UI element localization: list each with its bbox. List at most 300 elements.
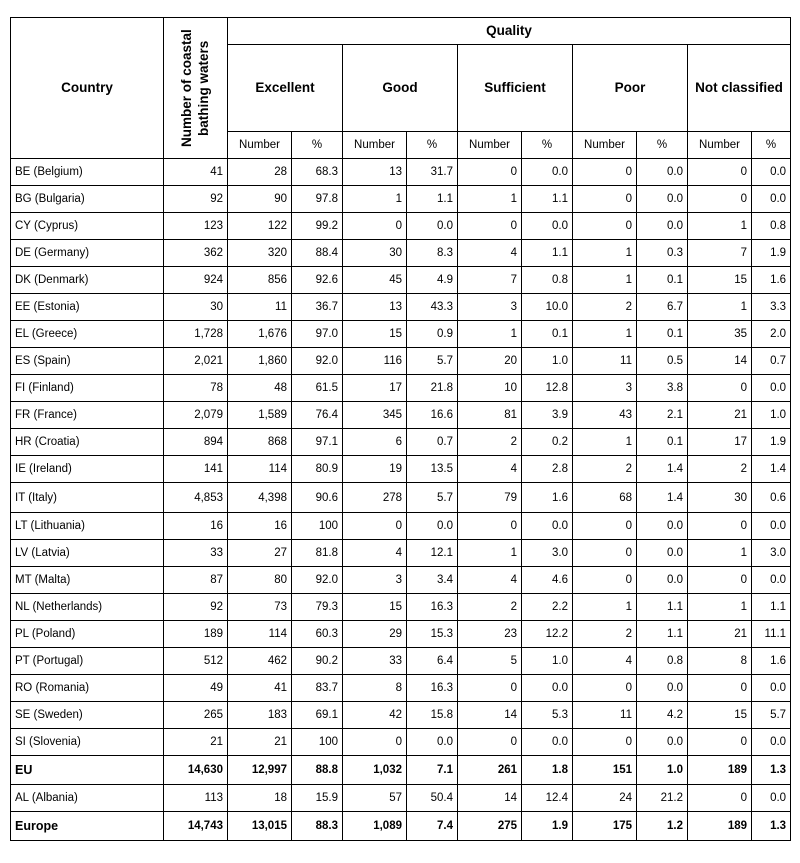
percent-cell: 6.7 — [637, 294, 688, 321]
count-cell: 320 — [228, 240, 292, 267]
count-cell: 0 — [458, 513, 522, 540]
total-cell: 92 — [164, 186, 228, 213]
count-cell: 0 — [573, 567, 637, 594]
count-cell: 2 — [573, 294, 637, 321]
table-row — [11, 213, 791, 240]
percent-cell: 0.0 — [522, 729, 573, 756]
count-cell: 0 — [573, 186, 637, 213]
subheader-percent: % — [752, 132, 791, 159]
percent-cell: 11.1 — [752, 621, 791, 648]
country-cell: LV (Latvia) — [11, 540, 164, 567]
count-cell: 1 — [573, 429, 637, 456]
count-cell: 24 — [573, 785, 637, 812]
count-cell: 1 — [573, 240, 637, 267]
table-row — [11, 513, 791, 540]
percent-cell: 1.3 — [752, 756, 791, 785]
count-cell: 1 — [573, 594, 637, 621]
count-cell: 17 — [688, 429, 752, 456]
eu-total-row — [11, 756, 791, 785]
percent-cell: 1.4 — [752, 456, 791, 483]
percent-cell: 97.0 — [292, 321, 343, 348]
count-cell: 13,015 — [228, 812, 292, 841]
count-cell: 79 — [458, 483, 522, 513]
table-row — [11, 402, 791, 429]
count-cell: 0 — [688, 785, 752, 812]
count-cell: 116 — [343, 348, 407, 375]
count-cell: 41 — [228, 675, 292, 702]
percent-cell: 0.0 — [752, 785, 791, 812]
count-cell: 0 — [343, 729, 407, 756]
percent-cell: 1.9 — [752, 429, 791, 456]
percent-cell: 3.0 — [752, 540, 791, 567]
percent-cell: 81.8 — [292, 540, 343, 567]
percent-cell: 88.4 — [292, 240, 343, 267]
country-cell: PL (Poland) — [11, 621, 164, 648]
count-cell: 1,032 — [343, 756, 407, 785]
percent-cell: 1.1 — [522, 186, 573, 213]
count-cell: 2 — [458, 429, 522, 456]
percent-cell: 0.0 — [752, 567, 791, 594]
table-row — [11, 375, 791, 402]
percent-cell: 3.3 — [752, 294, 791, 321]
count-cell: 20 — [458, 348, 522, 375]
count-cell: 11 — [573, 702, 637, 729]
table-row — [11, 321, 791, 348]
total-cell: 123 — [164, 213, 228, 240]
total-cell: 14,743 — [164, 812, 228, 841]
count-cell: 1 — [458, 186, 522, 213]
total-cell: 189 — [164, 621, 228, 648]
count-cell: 13 — [343, 159, 407, 186]
country-cell: Europe — [11, 812, 164, 841]
percent-cell: 0.1 — [522, 321, 573, 348]
count-cell: 30 — [688, 483, 752, 513]
count-cell: 0 — [688, 375, 752, 402]
percent-cell: 1.4 — [637, 483, 688, 513]
percent-cell: 3.9 — [522, 402, 573, 429]
percent-cell: 43.3 — [407, 294, 458, 321]
poor-header: Poor — [573, 45, 688, 132]
percent-cell: 90.6 — [292, 483, 343, 513]
percent-cell: 0.6 — [752, 483, 791, 513]
percent-cell: 0.0 — [752, 159, 791, 186]
percent-cell: 1.4 — [637, 456, 688, 483]
percent-cell: 4.2 — [637, 702, 688, 729]
count-cell: 1,676 — [228, 321, 292, 348]
percent-cell: 0.2 — [522, 429, 573, 456]
table-row — [11, 294, 791, 321]
count-cell: 45 — [343, 267, 407, 294]
count-cell: 6 — [343, 429, 407, 456]
count-cell: 10 — [458, 375, 522, 402]
total-cell: 21 — [164, 729, 228, 756]
count-cell: 81 — [458, 402, 522, 429]
percent-cell: 1.9 — [522, 812, 573, 841]
count-cell: 27 — [228, 540, 292, 567]
percent-cell: 0.0 — [522, 513, 573, 540]
percent-cell: 97.1 — [292, 429, 343, 456]
percent-cell: 83.7 — [292, 675, 343, 702]
percent-cell: 3.4 — [407, 567, 458, 594]
subheader-number: Number — [228, 132, 292, 159]
percent-cell: 92.6 — [292, 267, 343, 294]
subheader-percent: % — [292, 132, 343, 159]
table-row — [11, 702, 791, 729]
subheader-percent: % — [637, 132, 688, 159]
total-cell: 141 — [164, 456, 228, 483]
number-of-waters-header — [164, 18, 228, 159]
count-cell: 15 — [688, 702, 752, 729]
percent-cell: 0.0 — [752, 675, 791, 702]
percent-cell: 16.6 — [407, 402, 458, 429]
count-cell: 13 — [343, 294, 407, 321]
percent-cell: 8.3 — [407, 240, 458, 267]
table-row — [11, 186, 791, 213]
count-cell: 1 — [688, 213, 752, 240]
percent-cell: 16.3 — [407, 675, 458, 702]
country-header: Country — [11, 18, 164, 159]
percent-cell: 1.0 — [637, 756, 688, 785]
percent-cell: 1.0 — [522, 648, 573, 675]
count-cell: 57 — [343, 785, 407, 812]
table-row — [11, 785, 791, 812]
count-cell: 1 — [573, 267, 637, 294]
percent-cell: 2.1 — [637, 402, 688, 429]
count-cell: 21 — [688, 402, 752, 429]
count-cell: 175 — [573, 812, 637, 841]
percent-cell: 5.7 — [407, 483, 458, 513]
europe-total-row — [11, 812, 791, 841]
count-cell: 462 — [228, 648, 292, 675]
count-cell: 1,089 — [343, 812, 407, 841]
count-cell: 183 — [228, 702, 292, 729]
count-cell: 4 — [458, 240, 522, 267]
country-cell: BG (Bulgaria) — [11, 186, 164, 213]
percent-cell: 0.1 — [637, 267, 688, 294]
percent-cell: 0.0 — [752, 513, 791, 540]
percent-cell: 5.7 — [752, 702, 791, 729]
percent-cell: 5.3 — [522, 702, 573, 729]
percent-cell: 0.0 — [637, 675, 688, 702]
count-cell: 275 — [458, 812, 522, 841]
percent-cell: 3.8 — [637, 375, 688, 402]
percent-cell: 16.3 — [407, 594, 458, 621]
excellent-header: Excellent — [228, 45, 343, 132]
count-cell: 3 — [343, 567, 407, 594]
percent-cell: 0.8 — [752, 213, 791, 240]
percent-cell: 79.3 — [292, 594, 343, 621]
count-cell: 3 — [458, 294, 522, 321]
percent-cell: 0.0 — [637, 729, 688, 756]
table-row — [11, 456, 791, 483]
percent-cell: 21.2 — [637, 785, 688, 812]
percent-cell: 15.8 — [407, 702, 458, 729]
percent-cell: 69.1 — [292, 702, 343, 729]
count-cell: 2 — [573, 621, 637, 648]
table-row — [11, 429, 791, 456]
percent-cell: 60.3 — [292, 621, 343, 648]
count-cell: 68 — [573, 483, 637, 513]
country-cell: RO (Romania) — [11, 675, 164, 702]
percent-cell: 0.0 — [522, 675, 573, 702]
percent-cell: 0.1 — [637, 321, 688, 348]
count-cell: 0 — [573, 729, 637, 756]
percent-cell: 36.7 — [292, 294, 343, 321]
count-cell: 189 — [688, 756, 752, 785]
percent-cell: 1.0 — [752, 402, 791, 429]
percent-cell: 0.8 — [637, 648, 688, 675]
total-cell: 924 — [164, 267, 228, 294]
count-cell: 2 — [688, 456, 752, 483]
total-cell: 2,079 — [164, 402, 228, 429]
table-row — [11, 675, 791, 702]
count-cell: 114 — [228, 456, 292, 483]
count-cell: 5 — [458, 648, 522, 675]
count-cell: 278 — [343, 483, 407, 513]
count-cell: 122 — [228, 213, 292, 240]
percent-cell: 88.8 — [292, 756, 343, 785]
percent-cell: 0.8 — [522, 267, 573, 294]
percent-cell: 92.0 — [292, 567, 343, 594]
table-row — [11, 594, 791, 621]
sufficient-header: Sufficient — [458, 45, 573, 132]
count-cell: 856 — [228, 267, 292, 294]
percent-cell: 0.0 — [637, 567, 688, 594]
total-cell: 4,853 — [164, 483, 228, 513]
percent-cell: 90.2 — [292, 648, 343, 675]
subheader-percent: % — [522, 132, 573, 159]
count-cell: 0 — [688, 567, 752, 594]
percent-cell: 10.0 — [522, 294, 573, 321]
count-cell: 8 — [688, 648, 752, 675]
count-cell: 14 — [688, 348, 752, 375]
not-classified-header: Not classified — [688, 45, 791, 132]
percent-cell: 92.0 — [292, 348, 343, 375]
total-cell: 265 — [164, 702, 228, 729]
table-row — [11, 567, 791, 594]
bathing-water-quality-table-wrapper — [10, 17, 791, 841]
percent-cell: 1.1 — [637, 621, 688, 648]
count-cell: 1 — [343, 186, 407, 213]
table-row — [11, 540, 791, 567]
total-cell: 1,728 — [164, 321, 228, 348]
count-cell: 868 — [228, 429, 292, 456]
country-cell: CY (Cyprus) — [11, 213, 164, 240]
subheader-number: Number — [458, 132, 522, 159]
count-cell: 0 — [458, 159, 522, 186]
count-cell: 114 — [228, 621, 292, 648]
percent-cell: 4.9 — [407, 267, 458, 294]
count-cell: 8 — [343, 675, 407, 702]
table-row — [11, 159, 791, 186]
count-cell: 4 — [573, 648, 637, 675]
count-cell: 2 — [458, 594, 522, 621]
percent-cell: 15.3 — [407, 621, 458, 648]
subheader-number: Number — [688, 132, 752, 159]
percent-cell: 0.0 — [407, 729, 458, 756]
country-cell: PT (Portugal) — [11, 648, 164, 675]
count-cell: 42 — [343, 702, 407, 729]
count-cell: 11 — [228, 294, 292, 321]
count-cell: 16 — [228, 513, 292, 540]
percent-cell: 0.7 — [407, 429, 458, 456]
count-cell: 15 — [688, 267, 752, 294]
count-cell: 0 — [458, 675, 522, 702]
country-cell: FI (Finland) — [11, 375, 164, 402]
table-row — [11, 348, 791, 375]
count-cell: 151 — [573, 756, 637, 785]
percent-cell: 0.0 — [752, 375, 791, 402]
count-cell: 48 — [228, 375, 292, 402]
country-cell: IE (Ireland) — [11, 456, 164, 483]
total-cell: 362 — [164, 240, 228, 267]
count-cell: 19 — [343, 456, 407, 483]
percent-cell: 1.0 — [522, 348, 573, 375]
percent-cell: 0.0 — [522, 213, 573, 240]
percent-cell: 1.6 — [752, 267, 791, 294]
total-cell: 41 — [164, 159, 228, 186]
percent-cell: 3.0 — [522, 540, 573, 567]
percent-cell: 15.9 — [292, 785, 343, 812]
country-cell: AL (Albania) — [11, 785, 164, 812]
count-cell: 0 — [343, 513, 407, 540]
country-cell: NL (Netherlands) — [11, 594, 164, 621]
count-cell: 4 — [343, 540, 407, 567]
count-cell: 30 — [343, 240, 407, 267]
percent-cell: 1.2 — [637, 812, 688, 841]
percent-cell: 12.8 — [522, 375, 573, 402]
country-cell: HR (Croatia) — [11, 429, 164, 456]
count-cell: 0 — [458, 729, 522, 756]
percent-cell: 0.0 — [637, 186, 688, 213]
percent-cell: 12.4 — [522, 785, 573, 812]
percent-cell: 68.3 — [292, 159, 343, 186]
country-cell: EE (Estonia) — [11, 294, 164, 321]
count-cell: 0 — [458, 213, 522, 240]
count-cell: 1,860 — [228, 348, 292, 375]
percent-cell: 50.4 — [407, 785, 458, 812]
country-cell: ES (Spain) — [11, 348, 164, 375]
percent-cell: 0.0 — [637, 213, 688, 240]
percent-cell: 80.9 — [292, 456, 343, 483]
count-cell: 0 — [573, 213, 637, 240]
total-cell: 49 — [164, 675, 228, 702]
total-cell: 92 — [164, 594, 228, 621]
percent-cell: 4.6 — [522, 567, 573, 594]
count-cell: 261 — [458, 756, 522, 785]
count-cell: 1 — [688, 540, 752, 567]
subheader-number: Number — [573, 132, 637, 159]
percent-cell: 100 — [292, 729, 343, 756]
percent-cell: 0.0 — [752, 729, 791, 756]
count-cell: 1 — [458, 540, 522, 567]
count-cell: 17 — [343, 375, 407, 402]
count-cell: 0 — [688, 675, 752, 702]
count-cell: 0 — [343, 213, 407, 240]
percent-cell: 0.0 — [522, 159, 573, 186]
count-cell: 4 — [458, 456, 522, 483]
percent-cell: 1.9 — [752, 240, 791, 267]
count-cell: 0 — [573, 159, 637, 186]
count-cell: 0 — [573, 675, 637, 702]
count-cell: 12,997 — [228, 756, 292, 785]
total-cell: 14,630 — [164, 756, 228, 785]
percent-cell: 2.2 — [522, 594, 573, 621]
count-cell: 28 — [228, 159, 292, 186]
percent-cell: 88.3 — [292, 812, 343, 841]
count-cell: 4,398 — [228, 483, 292, 513]
percent-cell: 0.0 — [637, 540, 688, 567]
percent-cell: 0.1 — [637, 429, 688, 456]
count-cell: 345 — [343, 402, 407, 429]
country-cell: SE (Sweden) — [11, 702, 164, 729]
count-cell: 1 — [573, 321, 637, 348]
bathing-water-quality-table — [10, 17, 791, 841]
percent-cell: 7.4 — [407, 812, 458, 841]
percent-cell: 97.8 — [292, 186, 343, 213]
total-cell: 894 — [164, 429, 228, 456]
count-cell: 15 — [343, 594, 407, 621]
table-row — [11, 729, 791, 756]
count-cell: 0 — [688, 159, 752, 186]
percent-cell: 2.0 — [752, 321, 791, 348]
table-row — [11, 267, 791, 294]
count-cell: 0 — [688, 729, 752, 756]
total-cell: 33 — [164, 540, 228, 567]
count-cell: 29 — [343, 621, 407, 648]
percent-cell: 0.0 — [752, 186, 791, 213]
percent-cell: 1.8 — [522, 756, 573, 785]
percent-cell: 0.0 — [407, 213, 458, 240]
percent-cell: 0.7 — [752, 348, 791, 375]
count-cell: 1 — [688, 594, 752, 621]
total-cell: 512 — [164, 648, 228, 675]
table-row — [11, 483, 791, 513]
count-cell: 7 — [688, 240, 752, 267]
country-cell: LT (Lithuania) — [11, 513, 164, 540]
count-cell: 43 — [573, 402, 637, 429]
percent-cell: 0.9 — [407, 321, 458, 348]
table-row — [11, 621, 791, 648]
good-header: Good — [343, 45, 458, 132]
percent-cell: 31.7 — [407, 159, 458, 186]
count-cell: 18 — [228, 785, 292, 812]
count-cell: 0 — [573, 540, 637, 567]
country-cell: FR (France) — [11, 402, 164, 429]
count-cell: 14 — [458, 785, 522, 812]
percent-cell: 1.1 — [522, 240, 573, 267]
count-cell: 2 — [573, 456, 637, 483]
total-cell: 2,021 — [164, 348, 228, 375]
count-cell: 3 — [573, 375, 637, 402]
count-cell: 21 — [688, 621, 752, 648]
total-cell: 87 — [164, 567, 228, 594]
country-cell: IT (Italy) — [11, 483, 164, 513]
table-body — [11, 159, 791, 841]
subheader-percent: % — [407, 132, 458, 159]
count-cell: 4 — [458, 567, 522, 594]
percent-cell: 1.6 — [752, 648, 791, 675]
country-cell: SI (Slovenia) — [11, 729, 164, 756]
percent-cell: 1.6 — [522, 483, 573, 513]
percent-cell: 12.2 — [522, 621, 573, 648]
percent-cell: 0.0 — [637, 513, 688, 540]
percent-cell: 0.5 — [637, 348, 688, 375]
count-cell: 35 — [688, 321, 752, 348]
percent-cell: 7.1 — [407, 756, 458, 785]
count-cell: 1,589 — [228, 402, 292, 429]
subheader-number: Number — [343, 132, 407, 159]
